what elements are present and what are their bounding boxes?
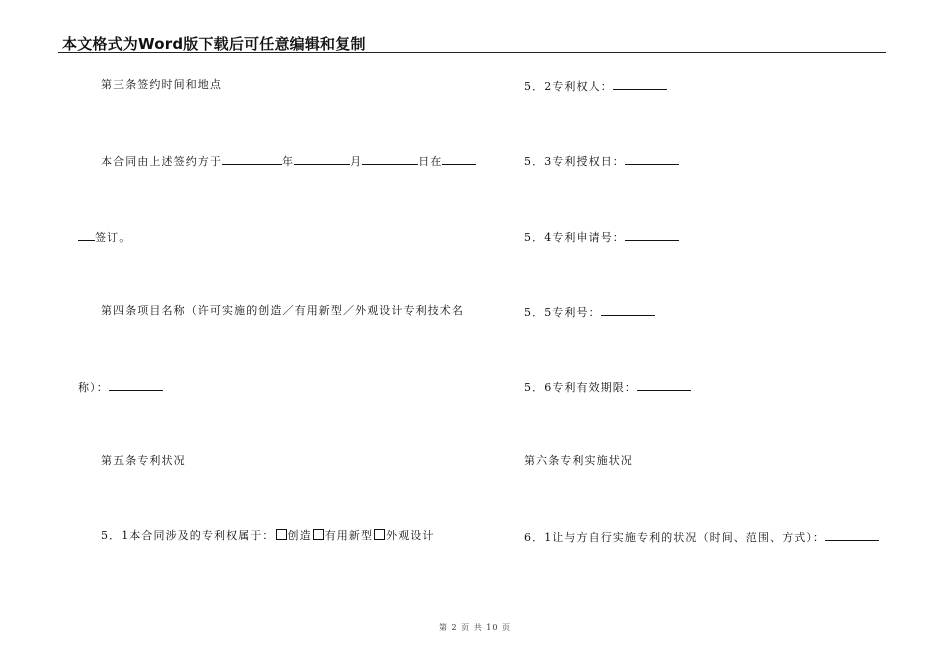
patentee-blank [613, 78, 667, 90]
validity-period-blank [637, 379, 691, 391]
grant-date-line [524, 153, 679, 169]
article-3-signing-line-2 [78, 229, 131, 245]
checkbox-utility-model [313, 529, 324, 540]
article-5-1-line [101, 529, 435, 543]
option-invention: 创造 [287, 529, 312, 542]
application-number-line [524, 229, 679, 245]
patentee-line [524, 78, 667, 94]
article-4-text-1: 第四条项目名称（许可实施的创造／有用新型／外观设计专利技术名 [101, 304, 464, 317]
article-4-line-2 [78, 379, 163, 395]
article-6-1-line [524, 529, 879, 545]
year-blank [222, 153, 282, 165]
option-utility-model: 有用新型 [324, 529, 374, 542]
application-number-label: 5．4专利申请号： [524, 231, 625, 244]
implementation-status-blank [825, 529, 879, 541]
grant-date-blank [625, 153, 679, 165]
month-label: 月 [350, 155, 363, 168]
place-blank-2 [78, 229, 95, 241]
page-number: 第 2 页 共 10 页 [439, 623, 511, 632]
patentee-label: 5．2专利权人： [524, 80, 613, 93]
article-3-text-2: 签订。 [95, 231, 132, 244]
article-4-text-2: 称）： [78, 381, 109, 394]
patent-number-line [524, 304, 655, 320]
year-label: 年 [282, 155, 295, 168]
article-6-1-label: 6．1让与方自行实施专利的状况（时间、范围、方式）： [524, 531, 826, 544]
page-header-title: 本文格式为Word版下载后可任意编辑和复制 [62, 35, 366, 53]
validity-period-label: 5．6专利有效期限： [524, 381, 637, 394]
article-5-1-text: 5．1本合同涉及的专利权属于： [101, 529, 275, 542]
header-divider [58, 52, 886, 53]
project-name-blank [109, 379, 163, 391]
place-blank [442, 153, 476, 165]
checkbox-design [374, 529, 385, 540]
article-5-heading: 第五条专利状况 [101, 454, 186, 467]
article-3-text-1: 本合同由上述签约方于 [101, 155, 222, 168]
day-at-label: 日在 [418, 155, 443, 168]
day-blank [362, 153, 418, 165]
option-design: 外观设计 [386, 529, 435, 542]
month-blank [294, 153, 350, 165]
article-3-heading: 第三条签约时间和地点 [101, 78, 222, 91]
patent-number-label: 5．5专利号： [524, 306, 601, 319]
validity-period-line [524, 379, 691, 395]
grant-date-label: 5．3专利授权日： [524, 155, 625, 168]
article-3-signing-line [101, 153, 476, 169]
application-number-blank [625, 229, 679, 241]
patent-number-blank [601, 304, 655, 316]
checkbox-invention [276, 529, 287, 540]
article-6-heading: 第六条专利实施状况 [524, 454, 633, 467]
